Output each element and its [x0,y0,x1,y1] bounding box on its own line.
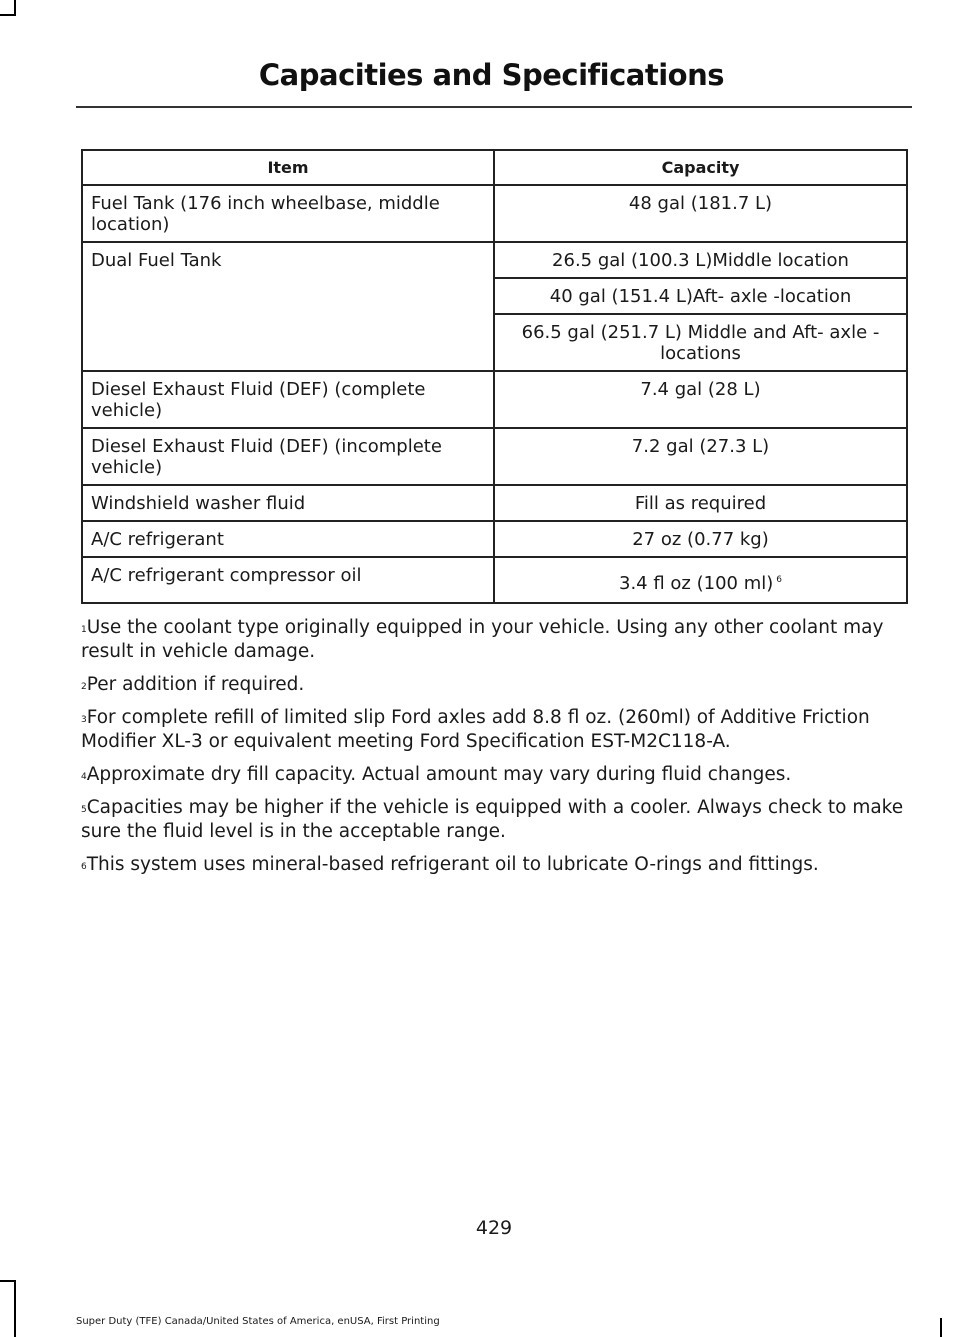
table-row [82,485,907,521]
footnote-text: For complete refill of limited slip Ford axles add 8.8 fl oz. (260ml) of Additive Friction Modifier XL-3 or equivalent meeting Ford Specification EST-M2C118-A. [81,707,870,752]
item-cell: A/C refrigerant [82,521,494,557]
table-row [82,428,907,485]
item-cell: Diesel Exhaust Fluid (DEF) (complete vehicle) [82,371,494,428]
footnote [81,706,911,754]
footnote [81,763,911,787]
capacity-cell [494,557,907,603]
page-number: 429 [475,1217,513,1239]
item-cell: Windshield washer fluid [82,485,494,521]
table-row [82,371,907,428]
footnote-number: 6 [81,862,87,872]
footnote-number: 2 [81,682,87,692]
footnote [81,673,911,697]
capacity-cell: 66.5 gal (251.7 L) Middle and Aft- axle - locations [494,314,907,371]
capacity-cell: 40 gal (151.4 L)Aft- axle -location [494,278,907,314]
item-cell: Diesel Exhaust Fluid (DEF) (incomplete vehicle) [82,428,494,485]
item-cell: Fuel Tank (176 inch wheelbase, middle location) [82,185,494,242]
footnote [81,616,911,664]
column-header-item: Item [82,150,494,185]
table-row [82,557,907,603]
crop-mark [14,1280,16,1337]
table-row [82,242,907,278]
page-title: Capacities and Specifications [258,58,724,92]
footnote-text: Capacities may be higher if the vehicle is equipped with a cooler. Always check to make sure the fluid level is in the acceptable range. [81,797,904,842]
capacity-cell: 7.4 gal (28 L) [494,371,907,428]
capacity-value: 3.4 fl oz (100 ml) [619,573,774,594]
item-cell: A/C refrigerant compressor oil [82,557,494,603]
footnote-number: 4 [81,772,87,782]
item-cell: Dual Fuel Tank [82,242,494,371]
capacities-table [81,149,908,604]
footnote-number: 3 [81,715,87,725]
footnotes [81,616,911,886]
footnote-text: Per addition if required. [86,674,305,695]
footnote-text: Use the coolant type originally equipped in your vehicle. Using any other coolant may result in vehicle damage. [81,617,884,662]
footnote-text: Approximate dry fill capacity. Actual amount may vary during fluid changes. [86,764,792,785]
table-row [82,521,907,557]
table-header-row [82,150,907,185]
footnote-text: This system uses mineral-based refrigerant oil to lubricate O-rings and fittings. [86,854,819,875]
column-header-capacity: Capacity [494,150,907,185]
capacity-cell: 27 oz (0.77 kg) [494,521,907,557]
footnote [81,796,911,844]
capacity-cell: 48 gal (181.7 L) [494,185,907,242]
footnote-number: 5 [81,805,87,815]
footnote-number: 1 [81,625,87,635]
footnote [81,853,911,877]
table-row [82,185,907,242]
crop-mark [0,14,16,16]
capacity-cell: 26.5 gal (100.3 L)Middle location [494,242,907,278]
title-divider [76,106,912,108]
footer-text: Super Duty (TFE) Canada/United States of America, enUSA, First Printing [76,1316,440,1327]
footnote-ref: 6 [776,575,782,585]
crop-mark [940,1318,942,1337]
crop-mark [0,1280,16,1282]
capacity-cell: Fill as required [494,485,907,521]
capacity-cell: 7.2 gal (27.3 L) [494,428,907,485]
